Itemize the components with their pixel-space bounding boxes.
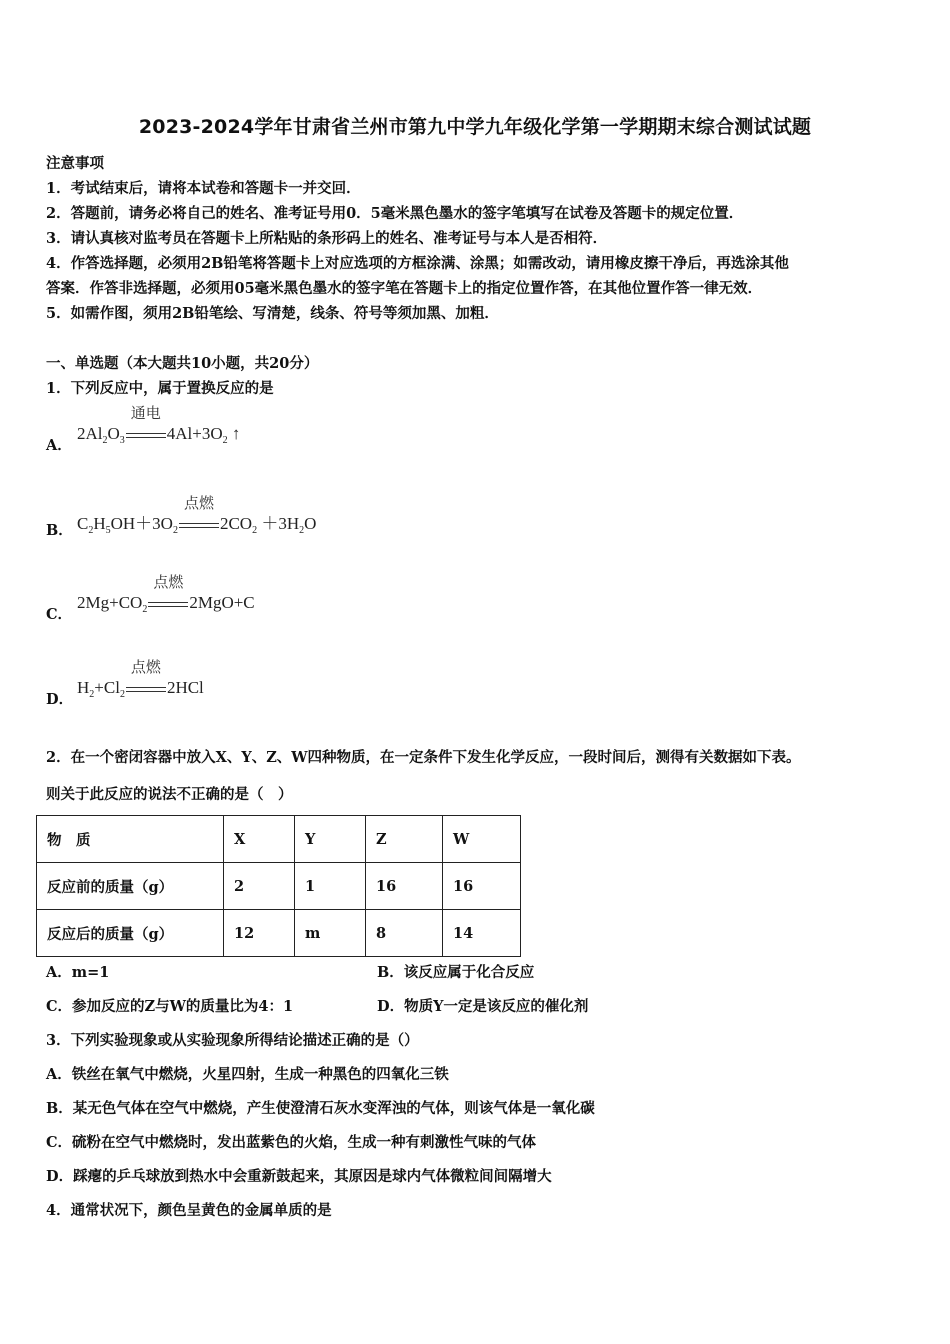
table-cell: 12	[224, 910, 295, 957]
q1-option-c-letter: C．	[46, 606, 73, 623]
notice-item: 3．请认真核对监考员在答题卡上所粘贴的条形码上的姓名、准考证号与本人是否相符．	[46, 230, 608, 247]
q3-option-b: B．某无色气体在空气中燃烧，产生使澄清石灰水变浑浊的气体，则该气体是一氧化碳	[46, 1100, 595, 1117]
table-cell: W	[443, 816, 521, 863]
table-cell: 反应后的质量（g）	[37, 910, 224, 957]
reaction-condition: 点燃	[126, 678, 166, 698]
table-cell: 反应前的质量（g）	[37, 863, 224, 910]
page-title: 2023-2024学年甘肃省兰州市第九中学九年级化学第一学期期末综合测试试题	[138, 116, 812, 138]
table-cell: 2	[224, 863, 295, 910]
table-cell: 物 质	[37, 816, 224, 863]
table-cell: 16	[366, 863, 443, 910]
table-header-row	[37, 816, 521, 863]
question-2-stem-cont: 则关于此反应的说法不正确的是（ ）	[46, 786, 293, 803]
table-cell: 16	[443, 863, 521, 910]
notice-item: 2．答题前，请务必将自己的姓名、准考证号用0．5毫米黑色墨水的签字笔填写在试卷及答题卡的规定位置．	[46, 205, 744, 222]
question-4-stem: 4．通常状况下，颜色呈黄色的金属单质的是	[46, 1202, 332, 1219]
table-cell: m	[295, 910, 366, 957]
q1-option-d-equation: $H_2+Cl_2$ 点燃 2HCl	[77, 658, 204, 700]
notice-item: 答案．作答非选择题，必须用05毫米黑色墨水的签字笔在答题卡上的指定位置作答，在其他位置作答一律无效．	[46, 280, 763, 297]
reaction-condition: 通电	[126, 424, 166, 444]
q3-option-c: C．硫粉在空气中燃烧时，发出蓝紫色的火焰，生成一种有刺激性气味的气体	[46, 1134, 537, 1151]
q2-option-b: B．该反应属于化合反应	[377, 964, 535, 981]
reaction-condition: 点燃	[179, 514, 219, 534]
table-cell: Z	[366, 816, 443, 863]
notice-item: 1．考试结束后，请将本试卷和答题卡一并交回．	[46, 180, 361, 197]
mass-data-table	[36, 815, 521, 957]
table-cell: 8	[366, 910, 443, 957]
table-row	[37, 910, 521, 957]
table-cell: Y	[295, 816, 366, 863]
table-cell: X	[224, 816, 295, 863]
table-cell: 1	[295, 863, 366, 910]
q3-option-a: A．铁丝在氧气中燃烧，火星四射，生成一种黑色的四氧化三铁	[46, 1066, 449, 1083]
section-heading: 一、单选题（本大题共10小题，共20分）	[46, 355, 319, 372]
question-3-stem: 3．下列实验现象或从实验现象所得结论描述正确的是（）	[46, 1032, 419, 1049]
q1-option-a-equation: $2Al_2O_3$ 通电 $4Al+3O_2$ ↑	[77, 404, 241, 446]
q2-option-a: A．m=1	[46, 964, 110, 981]
q1-option-b-equation: $C_2H_5OH+3O_2$ 点燃 $2CO_2 +3H_2O$	[77, 494, 317, 536]
q3-option-d: D．踩瘪的乒乓球放到热水中会重新鼓起来，其原因是球内气体微粒间间隔增大	[46, 1168, 552, 1185]
notice-item: 4．作答选择题，必须用2B铅笔将答题卡上对应选项的方框涂满、涂黑；如需改动，请用橡皮擦干净后，再选涂其他	[46, 255, 789, 272]
q2-option-d: D．物质Y一定是该反应的催化剂	[377, 998, 589, 1015]
q1-option-c-equation: $2Mg+CO_2$ 点燃 2MgO+C	[77, 573, 255, 615]
question-2-stem: 2．在一个密闭容器中放入X、Y、Z、W四种物质，在一定条件下发生化学反应，一段时间后，测得有关数据如下表。	[46, 749, 801, 766]
q1-option-a-letter: A．	[46, 437, 72, 454]
table-row	[37, 863, 521, 910]
notice-heading: 注意事项	[46, 155, 104, 172]
notice-item: 5．如需作图，须用2B铅笔绘、写清楚，线条、符号等须加黑、加粗．	[46, 305, 499, 322]
table-cell: 14	[443, 910, 521, 957]
q1-option-b-letter: B．	[46, 522, 73, 539]
q1-option-d-letter: D．	[46, 691, 74, 708]
question-1-stem: 1．下列反应中，属于置换反应的是	[46, 380, 274, 397]
reaction-condition: 点燃	[148, 593, 188, 613]
q2-option-c: C．参加反应的Z与W的质量比为4：1	[46, 998, 294, 1015]
